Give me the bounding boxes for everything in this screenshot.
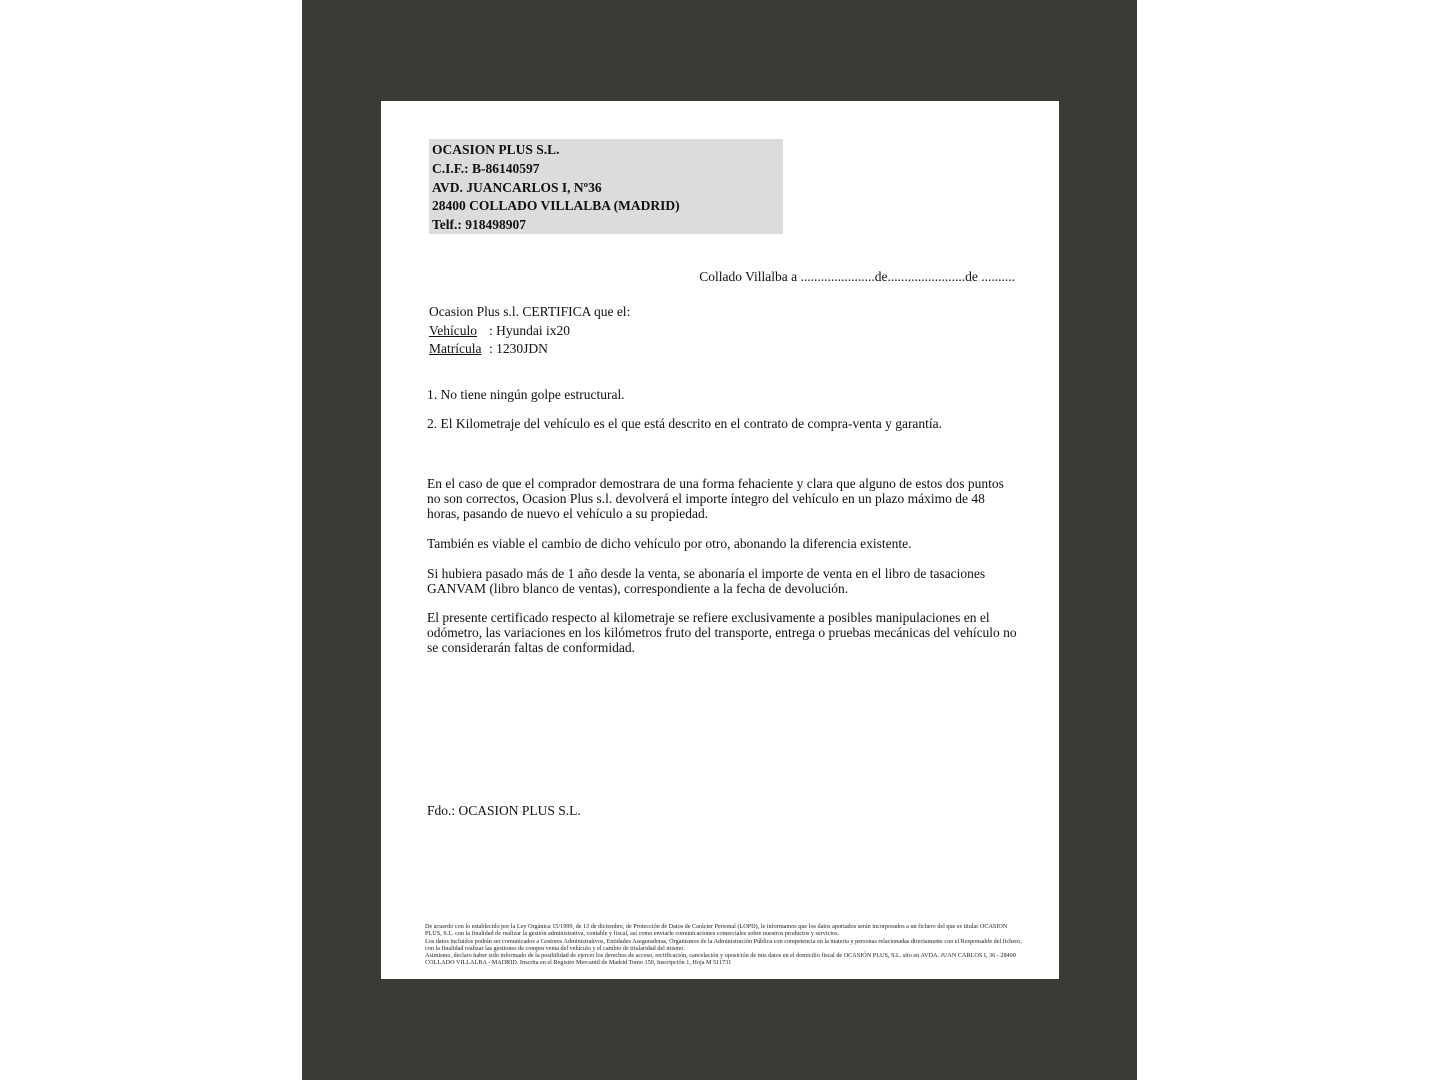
certify-block — [429, 303, 630, 359]
certify-intro: Ocasion Plus s.l. CERTIFICA que el: — [429, 304, 631, 319]
legal-paragraph: De acuerdo con lo establecido por la Ley Orgánica 15/1999, de 13 de diciembre, de Protección de Datos de Carácter Personal (LOPD), le informamos que los datos aportados serán incorporados a un fichero del que es titular OCASION PLUS, S.L. con la finalidad de realizar la gestión administrativa, contable y fiscal, así como enviarle comunicaciones comerciales sobre nuestros productos y servicios. — [425, 923, 1008, 938]
document-page — [381, 101, 1059, 979]
place-date-line: Collado Villalba a ......................de.......................de .......... — [699, 269, 1015, 284]
paragraph-exchange: También es viable el cambio de dicho vehículo por otro, abonando la diferencia existente. — [427, 536, 912, 551]
paragraph-odometer: El presente certificado respecto al kilometraje se refiere exclusivamente a posibles manipulaciones en el odómetro, las variaciones en los kilómetros fruto del transporte, entrega o pruebas mecánicas del vehículo no se considerarán faltas de conformidad. — [427, 610, 1017, 655]
point-2: 2. El Kilometraje del vehículo es el que está descrito en el contrato de compra-venta y garantía. — [427, 416, 943, 431]
company-header-box — [429, 139, 783, 234]
company-city: 28400 COLLADO VILLALBA (MADRID) — [432, 198, 680, 214]
company-name: OCASION PLUS S.L. — [432, 142, 560, 157]
company-cif: C.I.F.: B-86140597 — [432, 160, 540, 176]
legal-paragraph: Asimismo, declaro haber sido informado de la posibilidad de ejercer los derechos de acceso, rectificación, cancelación y oposición de mis datos en el domicilio fiscal de OCASIÓN PLUS, S.L. sito en AVDA. JUAN CARLOS I, 36 - 28400 COLLADO VILLALBA - MADRID. Inscrita en el Registro Mercantil de Madrid Tomo 150, Inscripción 1, Hoja M 511731 — [425, 952, 1016, 967]
vehicle-value: : Hyundai ix20 — [489, 322, 570, 338]
plate-label: Matrícula — [429, 341, 482, 356]
company-phone: Telf.: 918498907 — [432, 217, 526, 233]
company-address: AVD. JUANCARLOS I, Nº36 — [432, 179, 602, 195]
plate-value: : 1230JDN — [489, 341, 548, 356]
legal-notice — [425, 923, 1025, 967]
vehicle-row — [429, 322, 630, 341]
point-1: 1. No tiene ningún golpe estructural. — [427, 387, 625, 402]
plate-row — [429, 340, 630, 359]
paragraph-refund: En el caso de que el comprador demostrara de una forma fehaciente y clara que alguno de estos dos puntos no son correctos, Ocasion Plus s.l. devolverá el importe íntegro del vehículo en un plazo máximo de 48 horas, pasando de nuevo el vehículo a su propiedad. — [427, 476, 1004, 521]
legal-paragraph: Los datos incluidos podrán ser comunicados a Gestores Administrativos, Entidades Aseguradoras, Organismos de la Administración Pública con competencia en la materia y personas relacionadas directamente con el Responsable del fichero, con la finalidad realizar las gestiones de compra venta del vehículo y el cambio de titularidad del mismo. — [425, 937, 1022, 952]
vehicle-label: Vehículo — [429, 322, 477, 338]
paragraph-ganvam: Si hubiera pasado más de 1 año desde la venta, se abonaría el importe de venta en el libro de tasaciones GANVAM (libro blanco de ventas), correspondiente a la fecha de devolución. — [427, 566, 986, 596]
signature-line: Fdo.: OCASION PLUS S.L. — [427, 803, 581, 818]
